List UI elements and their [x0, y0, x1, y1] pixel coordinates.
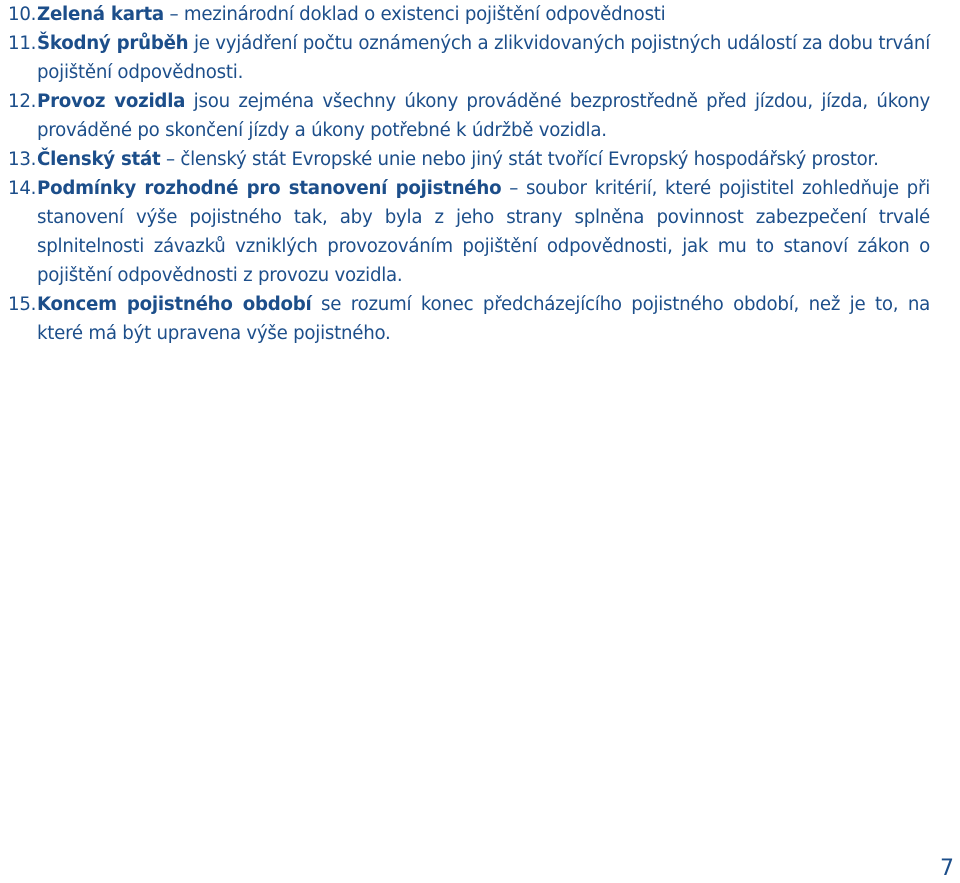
definitions-list: [8, 0, 930, 348]
definition-text: jsou zejména všechny úkony prováděné bezprostředně před jízdou, jízda, úkony prováděné po skončení jízdy a úkony potřebné k údržbě vozidla.: [37, 91, 930, 141]
definition-number: 11.: [8, 33, 37, 54]
definition-text: se rozumí konec předcházejícího pojistného období, než je to, na které má být upravena výše pojistného.: [37, 294, 930, 344]
definition-term: Provoz vozidla: [37, 91, 186, 112]
definition-text: – mezinárodní doklad o existenci pojištění odpovědnosti: [163, 4, 666, 25]
definition-text: je vyjádření počtu oznámených a zlikvidovaných pojistných událostí za dobu trvání pojištění odpovědnosti.: [37, 33, 930, 83]
definition-text: – soubor kritérií, které pojistitel zohledňuje při stanovení výše pojistného tak, aby byla z jeho strany splněna povinnost zabezpečení trvalé splnitelnosti závazků vzniklých provozováním pojištění odpovědnosti, jak mu to stanoví zákon o pojištění odpovědnosti z provozu vozidla.: [37, 178, 930, 286]
definition-number: 14.: [8, 178, 37, 199]
definition-item-14: [8, 174, 930, 290]
definition-item-12: [8, 87, 930, 145]
definition-term: Škodný průběh: [37, 33, 189, 54]
definition-number: 12.: [8, 91, 37, 112]
definition-number: 13.: [8, 149, 37, 170]
definition-term: Podmínky rozhodné pro stanovení pojistného: [37, 178, 502, 199]
definition-term: Členský stát: [37, 149, 161, 170]
definition-term: Zelená karta: [37, 4, 164, 25]
definition-term: Koncem pojistného období: [37, 294, 312, 315]
page-number: 7: [940, 856, 954, 881]
definition-item-13: [8, 145, 930, 174]
definition-item-10: [8, 0, 930, 29]
definition-text: – členský stát Evropské unie nebo jiný stát tvořící Evropský hospodářský prostor.: [160, 149, 879, 170]
definition-number: 10.: [8, 4, 37, 25]
definition-item-11: [8, 29, 930, 87]
definition-number: 15.: [8, 294, 37, 315]
definition-item-15: [8, 290, 930, 348]
